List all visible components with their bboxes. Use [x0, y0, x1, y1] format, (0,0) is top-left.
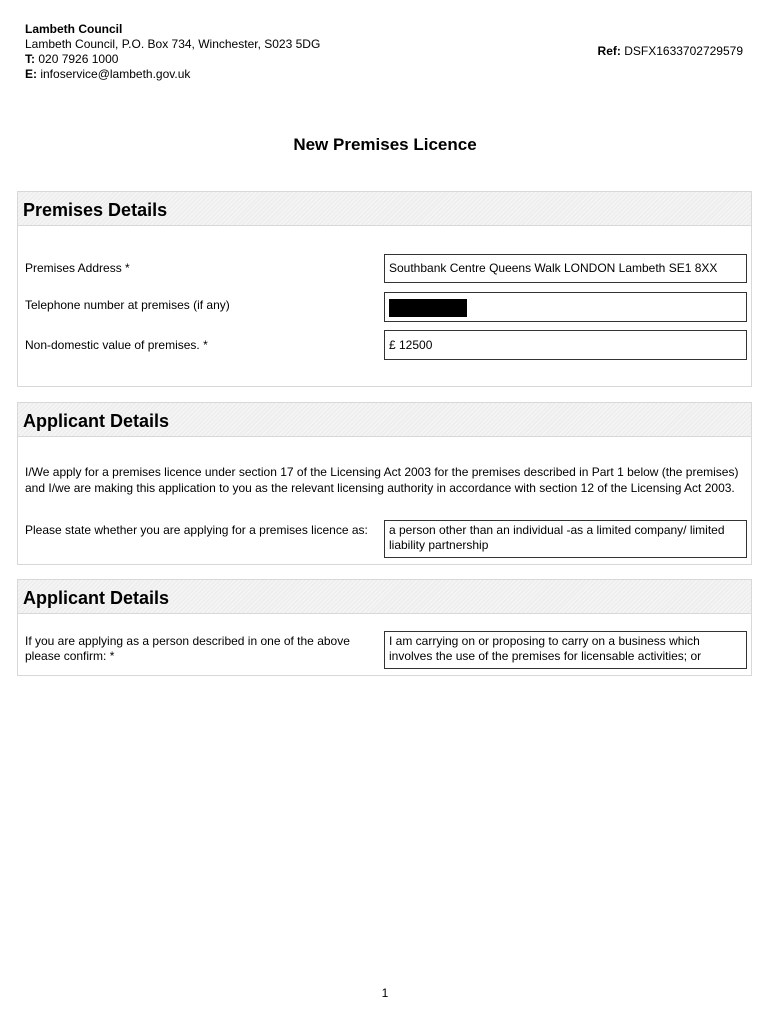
applicant-section-2: [17, 579, 752, 676]
applicant-heading-1: Applicant Details: [18, 402, 751, 437]
phone-value: 020 7926 1000: [38, 52, 119, 66]
applicant-intro-text: I/We apply for a premises licence under section 17 of the Licensing Act 2003 for the premises described in Part 1 below (the premises) and I/we are making this application to you as the relevant licensing authority in accordance with section 12 of the Licensing Act 2003.: [25, 465, 739, 495]
email-value: infoservice@lambeth.gov.uk: [40, 67, 191, 81]
premises-phone-field[interactable]: [384, 292, 747, 322]
page-title: New Premises Licence: [293, 135, 477, 154]
premises-heading: Premises Details: [18, 191, 751, 226]
council-header: [25, 22, 320, 82]
org-name: Lambeth Council: [25, 22, 123, 36]
applicant-section-1: [17, 402, 752, 565]
phone-label: T:: [25, 52, 35, 66]
council-address: Lambeth Council, P.O. Box 734, Winchester, S023 5DG: [25, 37, 321, 51]
page-number: 1: [381, 986, 389, 1000]
ref-label: Ref:: [597, 44, 621, 58]
premises-phone-label: Telephone number at premises (if any): [25, 298, 230, 312]
email-label: E:: [25, 67, 37, 81]
premises-section: [17, 191, 752, 387]
applicant-type-answer[interactable]: a person other than an individual -as a limited company/ limited liability partnership: [384, 520, 747, 558]
applicant-heading-2: Applicant Details: [18, 579, 751, 614]
applicant-type-question: Please state whether you are applying for a premises licence as:: [25, 523, 368, 537]
applicant-confirm-question: If you are applying as a person described in one of the above please confirm: *: [25, 634, 350, 663]
reference: [598, 44, 743, 58]
ref-value: DSFX1633702729579: [624, 44, 743, 58]
nondomestic-value-label: Non-domestic value of premises. *: [25, 338, 208, 352]
applicant-confirm-answer[interactable]: I am carrying on or proposing to carry on a business which involves the use of the premises for licensable activities; or: [384, 631, 747, 669]
nondomestic-value-field[interactable]: £ 12500: [384, 330, 747, 360]
premises-address-label: Premises Address *: [25, 261, 130, 275]
redaction-block: [389, 299, 467, 317]
premises-address-field[interactable]: Southbank Centre Queens Walk LONDON Lambeth SE1 8XX: [384, 254, 747, 283]
